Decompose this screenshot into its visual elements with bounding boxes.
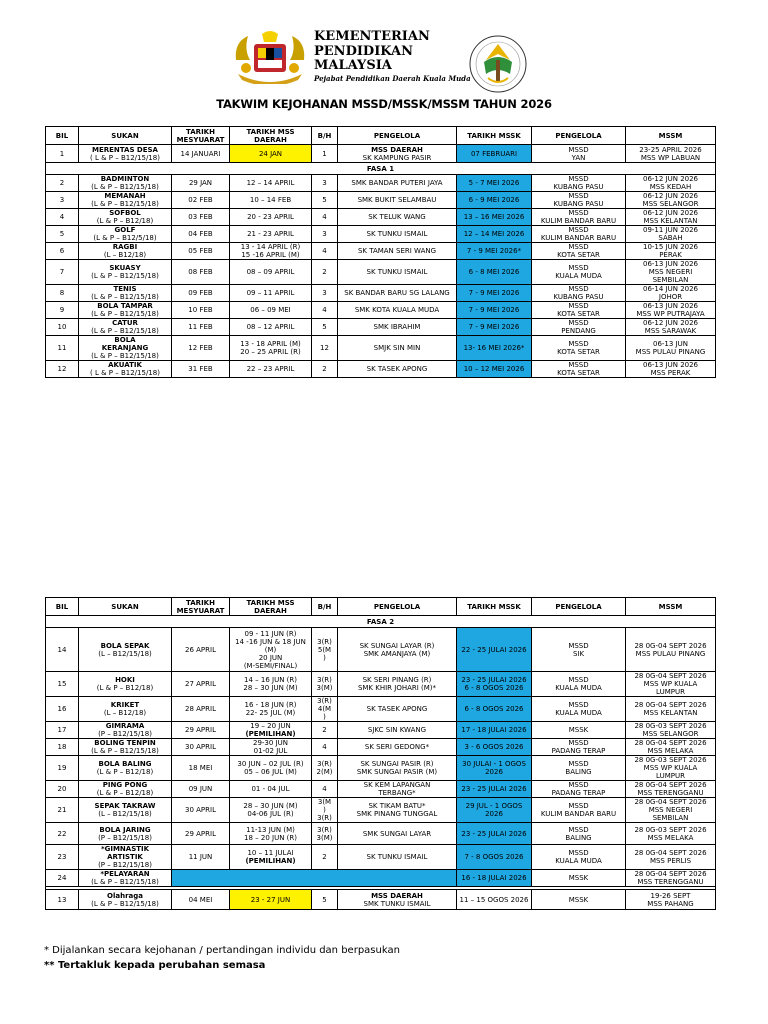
cell-daerah: 13 - 14 APRIL (R) 15 -16 APRIL (M) [230,243,312,260]
col-bh: B/H [312,127,338,145]
cell-pengelola: SMK BUKIT SELAMBAU [338,192,457,209]
col-mssm: MSSM [626,127,716,145]
cell-mesyuarat: 04 FEB [172,226,230,243]
cell-pengelola: SK BANDAR BARU SG LALANG [338,285,457,302]
col-pengelola-2: PENGELOLA [532,127,626,145]
cell-bil: 6 [46,243,79,260]
cell-pengelola: SK TUNKU ISMAIL [338,845,457,870]
ppd-kuala-muda-logo-icon [466,30,530,100]
table-row [46,361,716,378]
col-mesyuarat: TARIKH MESYUARAT [172,598,230,616]
footnotes [44,943,400,973]
cell-bil: 16 [46,697,79,722]
cell-mssm: 19-26 SEPT MSS PAHANG [626,890,716,910]
cell-mssm: 28 0G-04 SEPT 2026 MSS PERLIS [626,845,716,870]
cell-mssm: 06-13 JUN 2026 MSS PERAK [626,361,716,378]
cell-sukan: PING PONG (L & P – B12/18) [79,781,172,798]
cell-sukan: KRIKET (L – B12/18) [79,697,172,722]
table-row [46,756,716,781]
cell-bh: 5 [312,890,338,910]
schedule-table-phase-1 [45,126,716,378]
cell-bil: 13 [46,890,79,910]
cell-pengelola: SMK KOTA KUALA MUDA [338,302,457,319]
cell-bh: 3 [312,285,338,302]
cell-bh: 2 [312,361,338,378]
cell-mssk: 13 – 16 MEI 2026 [457,209,532,226]
cell-bil: 14 [46,628,79,672]
cell-pengelola: SK SERI PINANG (R) SMK KHIR JOHARI (M)* [338,672,457,697]
cell-bil: 5 [46,226,79,243]
cell-bil: 10 [46,319,79,336]
table-row [46,260,716,285]
cell-daerah: 09 - 11 JUN (R) 14 -16 JUN & 18 JUN (M) 20 JUN (M-SEMI/FINAL) [230,628,312,672]
cell-daerah: 08 – 09 APRIL [230,260,312,285]
cell-pengelola: SK KEM LAPANGAN TERBANG* [338,781,457,798]
cell-mesyuarat: 18 MEI [172,756,230,781]
cell-sukan: BOLING TENPIN (L & P – B12/15/18) [79,739,172,756]
cell-bh: 2 [312,260,338,285]
cell-daerah: 24 JAN [230,145,312,163]
cell-sukan: AKUATIK ( L & P – B12/15/18) [79,361,172,378]
cell-bil: 4 [46,209,79,226]
cell-pengelola-2: MSSD KUALA MUDA [532,672,626,697]
cell-mssm: 06-13 JUN 2026 MSS WP PUTRAJAYA [626,302,716,319]
cell-bh: 1 [312,145,338,163]
cell-mssk: 6 - 8 OGOS 2026 [457,697,532,722]
cell-daerah: 28 – 30 JUN (M) 04-06 JUL (R) [230,798,312,823]
cell-pengelola-2: MSSD PADANG TERAP [532,781,626,798]
table-row [46,302,716,319]
cell-pengelola: SJKC SIN KWANG [338,722,457,739]
cell-mesyuarat: 02 FEB [172,192,230,209]
cell-daerah: 09 – 11 APRIL [230,285,312,302]
cell-sukan: CATUR (L & P – B12/15/18) [79,319,172,336]
office-name: Pejabat Pendidikan Daerah Kuala Muda [314,74,471,83]
cell-mssk: 3 - 6 OGOS 2026 [457,739,532,756]
cell-daerah: 29-30 JUN 01-02 JUL [230,739,312,756]
cell-mssk: 30 JULAI - 1 OGOS 2026 [457,756,532,781]
cell-mssm: 28 0G-04 SEPT 2026 MSS TERENGGANU [626,781,716,798]
table-row [46,823,716,845]
cell-daerah: 08 – 12 APRIL [230,319,312,336]
table-row [46,226,716,243]
cell-mssm: 28 0G-03 SEPT 2026 MSS WP KUALA LUMPUR [626,756,716,781]
cell-pengelola-2: MSSK [532,870,626,887]
col-mssk: TARIKH MSSK [457,598,532,616]
cell-mesyuarat: 30 APRIL [172,798,230,823]
col-mssk: TARIKH MSSK [457,127,532,145]
cell-bil: 24 [46,870,79,887]
cell-sukan: GOLF (L & P – B12/5/18) [79,226,172,243]
cell-mssm: 06-12 JUN 2026 MSS KEDAH [626,175,716,192]
cell-mesyuarat: 08 FEB [172,260,230,285]
malaysia-coat-of-arms-icon [232,30,308,84]
cell-mssm: 06-12 JUN 2026 MSS KELANTAN [626,209,716,226]
cell-daerah: 19 – 20 JUN (PEMILIHAN) [230,722,312,739]
table-row [46,145,716,163]
cell-sukan: RAGBI (L – B12/18) [79,243,172,260]
table-row [46,722,716,739]
cell-pengelola: SMK IBRAHIM [338,319,457,336]
table-row [46,870,716,887]
cell-mssm: 28 0G-04 SEPT 2026 MSS NEGERI SEMBILAN [626,798,716,823]
cell-pengelola-2: MSSD BALING [532,823,626,845]
cell-sukan: MERENTAS DESA ( L & P – B12/15/18) [79,145,172,163]
cell-mssm: 28 0G-04 SEPT 2026 MSS WP KUALA LUMPUR [626,672,716,697]
cell-bh: 3(R) 2(M) [312,756,338,781]
document-header [0,0,768,120]
cell-daerah: 16 - 18 JUN (R) 22- 25 JUL (M) [230,697,312,722]
cell-mssk: 17 - 18 JULAI 2026 [457,722,532,739]
cell-mesyuarat: 03 FEB [172,209,230,226]
cell-sukan: MEMANAH (L & P – B12/15/18) [79,192,172,209]
table-row [46,209,716,226]
cell-mssk: 07 FEBRUARI [457,145,532,163]
cell-pengelola-2: MSSD KUALA MUDA [532,697,626,722]
col-bh: B/H [312,598,338,616]
cell-mesyuarat: 29 JAN [172,175,230,192]
cell-mssm: 06-12 JUN 2026 MSS SELANGOR [626,192,716,209]
cell-mssm: 10-15 JUN 2026 PERAK [626,243,716,260]
cell-bh: 4 [312,302,338,319]
cell-mssk: 6 - 9 MEI 2026 [457,192,532,209]
cell-daerah: 10 – 14 FEB [230,192,312,209]
cell-bh: 2 [312,845,338,870]
cell-mssk: 7 - 9 MEI 2026 [457,319,532,336]
cell-pengelola: SK TUNKU ISMAIL [338,226,457,243]
cell-mssm: 28 0G-04 SEPT 2026 MSS PULAU PINANG [626,628,716,672]
cell-mssm: 28 0G-04 SEPT 2026 MSS KELANTAN [626,697,716,722]
cell-bil: 3 [46,192,79,209]
cell-bil: 8 [46,285,79,302]
cell-mesyuarat: 10 FEB [172,302,230,319]
cell-sukan: BOLA JARING (P – B12/15/18) [79,823,172,845]
cell-mssm: 28 0G-04 SEPT 2026 MSS TERENGGANU [626,870,716,887]
table-row [46,319,716,336]
phase-row [46,616,716,628]
cell-mssk: 7 - 9 MEI 2026 [457,302,532,319]
cell-mssk: 23 - 25 JULAI 2026 [457,823,532,845]
col-bil: BIL [46,598,79,616]
cell-sukan: SKUASY (L & P – B12/15/18) [79,260,172,285]
cell-daerah: 23 - 27 JUN [230,890,312,910]
cell-bh: 3(M ) 3(R) [312,798,338,823]
cell-pengelola-2: MSSD YAN [532,145,626,163]
cell-pengelola: SK SUNGAI LAYAR (R) SMK AMANJAYA (M) [338,628,457,672]
cell-mesyuarat: 27 APRIL [172,672,230,697]
cell-mssk: 22 - 25 JULAI 2026 [457,628,532,672]
cell-pengelola-2: MSSD KUBANG PASU [532,175,626,192]
cell-bh: 3 [312,175,338,192]
phase-label: FASA 2 [46,616,716,628]
cell-mesyuarat: 04 MEI [172,890,230,910]
cell-daerah: 11-13 JUN (M) 18 – 20 JUN (R) [230,823,312,845]
table-row [46,798,716,823]
cell-sukan: TENIS (L & P – B12/15/18) [79,285,172,302]
table-row [46,781,716,798]
table-row [46,739,716,756]
cell-bil: 7 [46,260,79,285]
cell-mssk: 23 - 25 JULAI 2026 [457,781,532,798]
cell-mssk: 12 – 14 MEI 2026 [457,226,532,243]
cell-pengelola-2: MSSD PADANG TERAP [532,739,626,756]
cell-bil: 11 [46,336,79,361]
table-row [46,628,716,672]
cell-pengelola-2: MSSD KOTA SETAR [532,336,626,361]
cell-pengelola: SK TASEK APONG [338,697,457,722]
cell-mesyuarat: 14 JANUARI [172,145,230,163]
cell-daerah: 30 JUN – 02 JUL (R) 05 – 06 JUL (M) [230,756,312,781]
cell-pengelola: SK TAMAN SERI WANG [338,243,457,260]
col-pengelola-2: PENGELOLA [532,598,626,616]
cell-mesyuarat: 09 JUN [172,781,230,798]
cell-mesyuarat: 11 FEB [172,319,230,336]
table-row [46,697,716,722]
cell-bil: 15 [46,672,79,697]
cell-bh: 3 [312,226,338,243]
cell-mesyuarat: 09 FEB [172,285,230,302]
ministry-name: KEMENTERIAN PENDIDIKAN MALAYSIA [314,29,430,73]
cell-pengelola-2: MSSD PENDANG [532,319,626,336]
cell-mssk: 29 JUL - 1 OGOS 2026 [457,798,532,823]
cell-bil: 18 [46,739,79,756]
col-bil: BIL [46,127,79,145]
cell-pengelola-2: MSSD KULIM BANDAR BARU [532,226,626,243]
col-daerah: TARIKH MSS DAERAH [230,598,312,616]
cell-pengelola-2: MSSD SIK [532,628,626,672]
cell-mesyuarat: 29 APRIL [172,823,230,845]
cell-mssm: 09-11 JUN 2026 SABAH [626,226,716,243]
cell-mssk: 23 - 25 JULAI 2026 6 - 8 OGOS 2026 [457,672,532,697]
cell-mesyuarat: 30 APRIL [172,739,230,756]
table-header-row [46,598,716,616]
cell-bh: 3(R) 3(M) [312,672,338,697]
cell-pengelola: MSS DAERAH SK KAMPUNG PASIR [338,145,457,163]
cell-sukan: SOFBOL (L & P – B12/18) [79,209,172,226]
cell-pengelola: SMK BANDAR PUTERI JAYA [338,175,457,192]
phase-row [46,163,716,175]
cell-pengelola-2: MSSD KUBANG PASU [532,192,626,209]
cell-pengelola-2: MSSD BALING [532,756,626,781]
cell-pengelola-2: MSSD KOTA SETAR [532,302,626,319]
table-row [46,285,716,302]
cell-mssk: 7 - 9 MEI 2026* [457,243,532,260]
cell-bh: 4 [312,209,338,226]
col-daerah: TARIKH MSS DAERAH [230,127,312,145]
cell-mssk: 7 - 9 MEI 2026 [457,285,532,302]
cell-span-empty [172,870,457,887]
table-row [46,336,716,361]
cell-bh: 12 [312,336,338,361]
cell-sukan: SEPAK TAKRAW (L – B12/15/18) [79,798,172,823]
cell-bh: 2 [312,722,338,739]
table-row [46,672,716,697]
cell-mesyuarat: 05 FEB [172,243,230,260]
cell-pengelola-2: MSSK [532,722,626,739]
cell-pengelola: SK SERI GEDONG* [338,739,457,756]
cell-mssm: 23-25 APRIL 2026 MSS WP LABUAN [626,145,716,163]
table-row [46,243,716,260]
cell-mesyuarat: 28 APRIL [172,697,230,722]
cell-sukan: BADMINTON (L & P – B12/15/18) [79,175,172,192]
cell-pengelola: SK TASEK APONG [338,361,457,378]
cell-pengelola: MSS DAERAH SMK TUNKU ISMAIL [338,890,457,910]
cell-mssk: 7 - 8 OGOS 2026 [457,845,532,870]
cell-sukan: *PELAYARAN (L & P – B12/15/18) [79,870,172,887]
cell-pengelola: SK TIKAM BATU* SMK PINANG TUNGGAL [338,798,457,823]
cell-sukan: BOLA KERANJANG (L & P – B12/15/18) [79,336,172,361]
cell-bil: 17 [46,722,79,739]
cell-mesyuarat: 29 APRIL [172,722,230,739]
cell-mssm: 28 0G-04 SEPT 2026 MSS MELAKA [626,739,716,756]
cell-mesyuarat: 26 APRIL [172,628,230,672]
footnote-subject-to-change: ** Tertakluk kepada perubahan semasa [44,960,266,971]
cell-bil: 2 [46,175,79,192]
cell-pengelola-2: MSSD KOTA SETAR [532,361,626,378]
cell-mesyuarat: 31 FEB [172,361,230,378]
cell-pengelola-2: MSSD KUALA MUDA [532,845,626,870]
cell-mssm: 28 0G-03 SEPT 2026 MSS MELAKA [626,823,716,845]
cell-bil: 19 [46,756,79,781]
cell-bil: 23 [46,845,79,870]
cell-daerah: 01 - 04 JUL [230,781,312,798]
cell-bh: 3(R) 4(M ) [312,697,338,722]
cell-sukan: *GIMNASTIK ARTISTIK (P – B12/15/18) [79,845,172,870]
cell-daerah: 13 - 18 APRIL (M) 20 – 25 APRIL (R) [230,336,312,361]
cell-sukan: HOKI (L & P – B12/18) [79,672,172,697]
cell-bil: 1 [46,145,79,163]
cell-pengelola-2: MSSK [532,890,626,910]
cell-bh: 4 [312,243,338,260]
col-sukan: SUKAN [79,598,172,616]
cell-bh: 5 [312,319,338,336]
cell-sukan: Olahraga (L & P – B12/15/18) [79,890,172,910]
cell-mssm: 06-14 JUN 2026 JOHOR [626,285,716,302]
cell-bh: 4 [312,781,338,798]
cell-bh: 4 [312,739,338,756]
cell-mssk: 6 - 8 MEI 2026 [457,260,532,285]
phase-label: FASA 1 [46,163,716,175]
schedule-table-phase-2 [45,597,716,910]
cell-sukan: BOLA BALING (L & P – B12/18) [79,756,172,781]
cell-bil: 20 [46,781,79,798]
table-row [46,175,716,192]
cell-daerah: 22 – 23 APRIL [230,361,312,378]
cell-pengelola: SK SUNGAI PASIR (R) SMK SUNGAI PASIR (M) [338,756,457,781]
cell-daerah: 21 - 23 APRIL [230,226,312,243]
cell-mssm: 06-13 JUN MSS PULAU PINANG [626,336,716,361]
cell-pengelola-2: MSSD KULIM BANDAR BARU [532,798,626,823]
cell-pengelola-2: MSSD KULIM BANDAR BARU [532,209,626,226]
cell-bil: 22 [46,823,79,845]
cell-sukan: BOLA SEPAK (L – B12/15/18) [79,628,172,672]
cell-bh: 3(R) 5(M ) [312,628,338,672]
cell-daerah: 20 - 23 APRIL [230,209,312,226]
footnote-individual: * Dijalankan secara kejohanan / pertandingan individu dan berpasukan [44,945,400,956]
cell-pengelola: SK TUNKU ISMAIL [338,260,457,285]
cell-daerah: 06 – 09 MEI [230,302,312,319]
cell-pengelola: SMJK SIN MIN [338,336,457,361]
cell-mssm: 06-13 JUN 2026 MSS NEGERI SEMBILAN [626,260,716,285]
cell-mssk: 5 - 7 MEI 2026 [457,175,532,192]
cell-mesyuarat: 11 JUN [172,845,230,870]
table-row [46,890,716,910]
cell-bil: 12 [46,361,79,378]
cell-bh: 3(R) 3(M) [312,823,338,845]
cell-mssm: 06-12 JUN 2026 MSS SARAWAK [626,319,716,336]
table-row [46,192,716,209]
col-mesyuarat: TARIKH MESYUARAT [172,127,230,145]
cell-daerah: 14 – 16 JUN (R) 28 – 30 JUN (M) [230,672,312,697]
col-pengelola: PENGELOLA [338,598,457,616]
cell-bh: 5 [312,192,338,209]
cell-mssk: 16 - 18 JULAI 2026 [457,870,532,887]
col-pengelola: PENGELOLA [338,127,457,145]
table-row [46,845,716,870]
cell-pengelola-2: MSSD KOTA SETAR [532,243,626,260]
cell-daerah: 10 – 11 JULAI (PEMILIHAN) [230,845,312,870]
cell-mssk: 11 – 15 OGOS 2026 [457,890,532,910]
cell-pengelola-2: MSSD KUALA MUDA [532,260,626,285]
col-sukan: SUKAN [79,127,172,145]
col-mssm: MSSM [626,598,716,616]
cell-pengelola: SK TELUK WANG [338,209,457,226]
cell-sukan: GIMRAMA (P – B12/15/18) [79,722,172,739]
cell-daerah: 12 – 14 APRIL [230,175,312,192]
cell-mesyuarat: 12 FEB [172,336,230,361]
cell-pengelola: SMK SUNGAI LAYAR [338,823,457,845]
cell-pengelola-2: MSSD KUBANG PASU [532,285,626,302]
cell-sukan: BOLA TAMPAR (L & P – B12/15/18) [79,302,172,319]
cell-bil: 21 [46,798,79,823]
table-header-row [46,127,716,145]
cell-bil: 9 [46,302,79,319]
cell-mssm: 28 0G-03 SEPT 2026 MSS SELANGOR [626,722,716,739]
cell-mssk: 10 – 12 MEI 2026 [457,361,532,378]
cell-mssk: 13- 16 MEI 2026* [457,336,532,361]
document-title: TAKWIM KEJOHANAN MSSD/MSSK/MSSM TAHUN 2026 [216,97,552,111]
